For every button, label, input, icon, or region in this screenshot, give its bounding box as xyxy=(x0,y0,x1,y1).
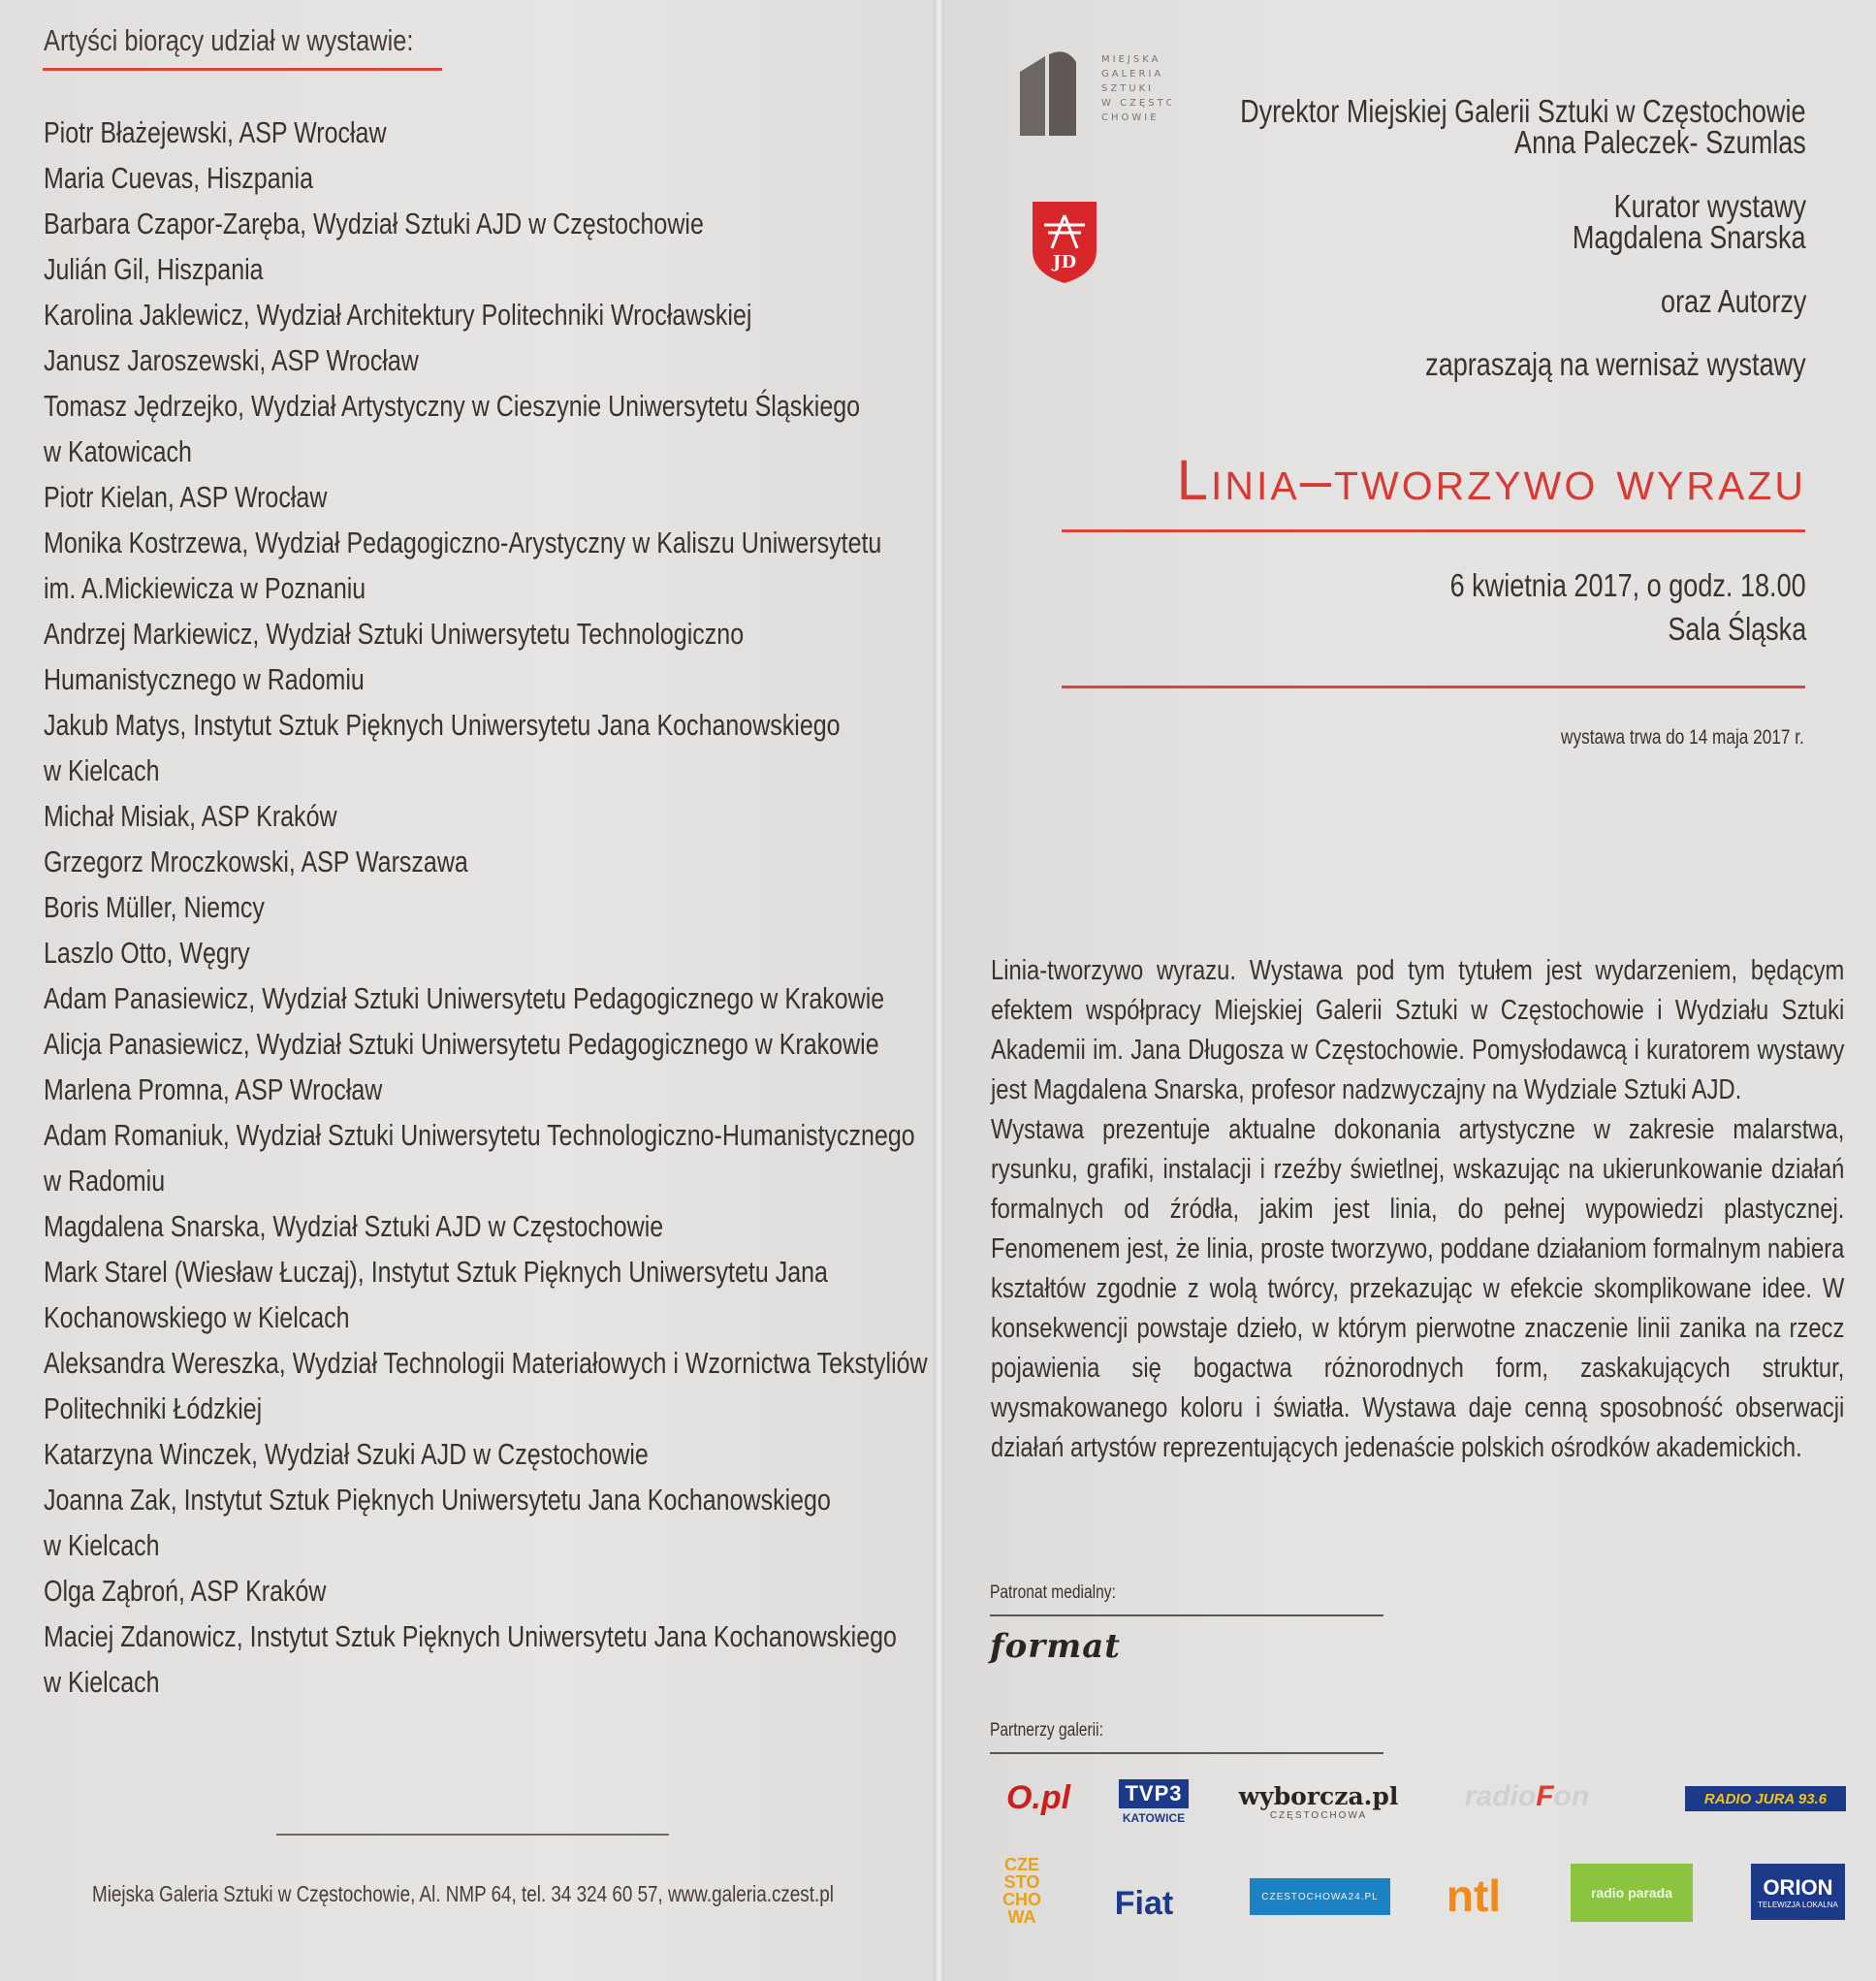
exhibition-description xyxy=(991,951,1844,1468)
artist-entry: Tomasz Jędrzejko, Wydział Artystyczny w Cieszynie Uniwersytetu Śląskiego xyxy=(44,390,861,423)
ajd-shield-icon xyxy=(1031,200,1098,285)
description-paragraph: Wystawa prezentuje aktualne dokonania artystyczne w zakresie malarstwa, rysunku, grafiki, instalacji i rzeźby świetlnej, wskazując na ukierunkowanie działań formalnych od źródła, jakim jest linia, do pełnej wypowiedzi plastycznej. Fenomenem jest, że linia, proste tworzywo, poddane działaniom formalnym nabiera kształtów zgodnie z wolą twórcy, przekazując w efekcie skomplikowane idee. W konsekwencji powstaje dzieło, w którym pierwotne znaczenie linii zanika na rzecz pojawienia się bogactwa różnorodnych form, zaskakujących struktur, wysmakowanego koloru i światła. Wystawa daje cenną sposobność obserwacji działań artystów reprezentujących jedenaście polskich ośrodków akademickich. xyxy=(991,1114,1845,1463)
artist-entry: Piotr Kielan, ASP Wrocław xyxy=(44,481,328,514)
artist-entry: Janusz Jaroszewski, ASP Wrocław xyxy=(44,344,419,377)
artist-entry: Humanistycznego w Radomiu xyxy=(44,663,365,696)
gallery-logo-line: SZTUKI xyxy=(1101,83,1155,94)
date-underline xyxy=(1062,686,1805,688)
description-paragraph: Linia-tworzywo wyrazu. Wystawa pod tym tytułem jest wydarzeniem, będącym efektem współpracy Miejskiej Galerii Sztuki w Częstochowie i Wydziału Sztuki Akademii im. Jana Długosza w Częstochowie. Pomysłodawcą i kuratorem wystawy jest Magdalena Snarska, profesor nadzwyczajny na Wydziale Sztuki AJD. xyxy=(991,955,1845,1105)
media-patron-divider xyxy=(990,1614,1383,1616)
czestochowa-logo: CZE STO CHO WA xyxy=(1002,1855,1041,1927)
artist-entry: Maciej Zdanowicz, Instytut Sztuk Pięknych Uniwersytetu Jana Kochanowskiego xyxy=(44,1620,897,1653)
artist-entry: w Kielcach xyxy=(44,754,160,787)
title-underline xyxy=(1062,529,1805,532)
artist-entry: Piotr Błażejewski, ASP Wrocław xyxy=(44,116,387,149)
artist-entry: Barbara Czapor-Zaręba, Wydział Sztuki AJD w Częstochowie xyxy=(44,208,704,240)
artist-entry: Mark Starel (Wiesław Łuczaj), Instytut Sztuk Pięknych Uniwersytetu Jana xyxy=(44,1256,828,1289)
exhibition-title: Linia–tworzywo wyrazu xyxy=(1176,449,1806,512)
artist-entry: Marlena Promna, ASP Wrocław xyxy=(44,1073,383,1106)
opl-logo: O.pl xyxy=(1005,1778,1071,1816)
ntl-logo: ntl xyxy=(1446,1870,1502,1921)
artist-entry: w Radomiu xyxy=(44,1165,166,1198)
wyborcza-logo: wyborcza.pl CZĘSTOCHOWA xyxy=(1238,1782,1399,1821)
invitation-line: zapraszają na wernisaż wystawy xyxy=(1425,346,1806,382)
radio-jura-logo: RADIO JURA 93.6 xyxy=(1685,1786,1846,1811)
gallery-address: Miejska Galeria Sztuki w Częstochowie, Al. NMP 64, tel. 34 324 60 57, www.galeria.czest.pl xyxy=(92,1881,834,1906)
artist-entry: Boris Müller, Niemcy xyxy=(44,891,265,924)
artist-entry: im. A.Mickiewicza w Poznaniu xyxy=(44,572,366,605)
curator-title: Kurator wystawy xyxy=(1613,188,1806,224)
tvp3-logo: TVP3 KATOWICE xyxy=(1115,1774,1192,1829)
authors-line: oraz Autorzy xyxy=(1660,283,1806,319)
artist-entry: Magdalena Snarska, Wydział Sztuki AJD w Częstochowie xyxy=(44,1210,664,1243)
gallery-logo-line: GALERIA xyxy=(1101,69,1164,80)
artist-entry: Maria Cuevas, Hiszpania xyxy=(44,162,314,195)
czestochowa24-logo: CZESTOCHOWA24.PL xyxy=(1250,1878,1390,1915)
artist-entry: Monika Kostrzewa, Wydział Pedagogiczno-Arystyczny w Kaliszu Uniwersytetu xyxy=(44,527,882,559)
radiofon-logo: radio F on xyxy=(1464,1780,1590,1812)
event-date: 6 kwietnia 2017, o godz. 18.00 xyxy=(1449,567,1806,603)
media-patron-label: Patronat medialny: xyxy=(990,1582,1116,1603)
partners-divider xyxy=(990,1752,1383,1754)
artist-entry: Michał Misiak, ASP Kraków xyxy=(44,800,337,833)
artist-entry: Joanna Zak, Instytut Sztuk Pięknych Uniwersytetu Jana Kochanowskiego xyxy=(44,1484,831,1517)
artist-entry: w Katowicach xyxy=(44,435,192,468)
artist-entry: Olga Ząbroń, ASP Kraków xyxy=(44,1575,327,1608)
artist-entry: Katarzyna Winczek, Wydział Szuki AJD w Częstochowie xyxy=(44,1438,649,1471)
artist-entry: Jakub Matys, Instytut Sztuk Pięknych Uniwersytetu Jana Kochanowskiego xyxy=(44,709,841,742)
footer-divider xyxy=(276,1834,669,1836)
artist-entry: Andrzej Markiewicz, Wydział Sztuki Uniwersytetu Technologiczno xyxy=(44,618,745,651)
artist-entry: Laszlo Otto, Węgry xyxy=(44,937,250,970)
artist-entry: Politechniki Łódzkiej xyxy=(44,1392,263,1425)
format-logo: format xyxy=(990,1627,1121,1666)
artist-entry: Karolina Jaklewicz, Wydział Architektury Politechniki Wrocławskiej xyxy=(44,299,752,332)
partners-label: Partnerzy galerii: xyxy=(990,1720,1103,1741)
fiat-radio-logo: Fiat xyxy=(1114,1884,1174,1922)
artists-heading: Artyści biorący udział w wystawie: xyxy=(44,23,414,57)
radio-parada-logo: radio parada xyxy=(1571,1864,1693,1922)
gallery-logo-line: W CZĘSTO xyxy=(1101,98,1171,109)
gallery-logo-line: MIEJSKA xyxy=(1101,54,1161,65)
event-room: Sala Śląska xyxy=(1668,611,1806,647)
gallery-logo-line: CHOWIE xyxy=(1101,112,1160,123)
left-page xyxy=(0,0,936,1981)
artist-entry: Kochanowskiego w Kielcach xyxy=(44,1301,350,1334)
artist-entry: Grzegorz Mroczkowski, ASP Warszawa xyxy=(44,846,468,879)
artist-entry: Adam Panasiewicz, Wydział Sztuki Uniwersytetu Pedagogicznego w Krakowie xyxy=(44,982,885,1015)
curator-name: Magdalena Snarska xyxy=(1573,219,1806,255)
director-title: Dyrektor Miejskiej Galerii Sztuki w Częstochowie xyxy=(1240,93,1806,129)
exhibition-duration: wystawa trwa do 14 maja 2017 r. xyxy=(1561,726,1804,749)
orion-tv-logo: ORION TELEWIZJA LOKALNA xyxy=(1751,1864,1845,1920)
ajd-logo-text: JD xyxy=(1052,252,1077,272)
artist-entry: Julián Gil, Hiszpania xyxy=(44,253,264,286)
artist-entry: Aleksandra Wereszka, Wydział Technologii Materiałowych i Wzornictwa Tekstyliów xyxy=(44,1347,928,1380)
artist-entry: Alicja Panasiewicz, Wydział Sztuki Uniwersytetu Pedagogicznego w Krakowie xyxy=(44,1028,879,1061)
artist-entry: w Kielcach xyxy=(44,1529,160,1562)
artist-entry: w Kielcach xyxy=(44,1666,160,1699)
heading-underline xyxy=(43,68,442,71)
director-name: Anna Paleczek- Szumlas xyxy=(1514,124,1806,160)
artist-entry: Adam Romaniuk, Wydział Sztuki Uniwersytetu Technologiczno-Humanistycznego xyxy=(44,1119,915,1152)
